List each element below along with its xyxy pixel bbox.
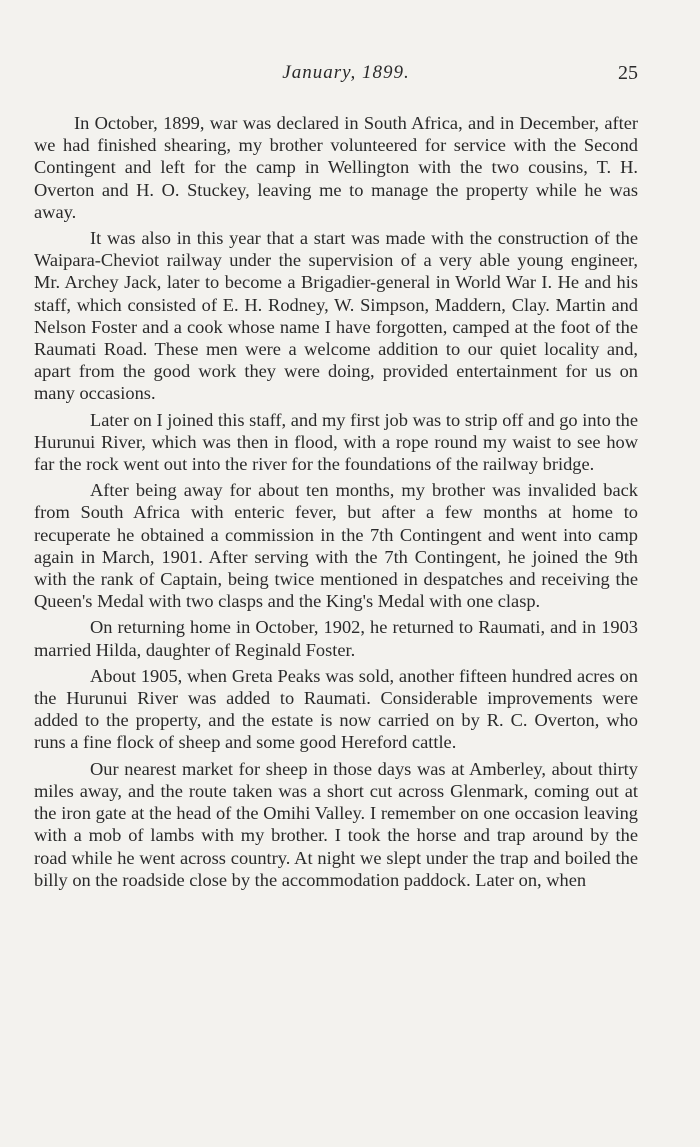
paragraph: On returning home in October, 1902, he returned to Raumati, and in 1903 married Hilda, daughter of Reginald Foster.: [34, 617, 638, 660]
paragraph: Later on I joined this staff, and my first job was to strip off and go into the Hurunui River, which was then in flood, with a rope round my waist to see how far the rock went out into the river for the foundations of the railway bridge.: [34, 409, 638, 475]
paragraph: It was also in this year that a start was made with the construction of the Waipara-Cheviot railway under the supervision of a very able young engineer, Mr. Archey Jack, later to become a Brigadier-general in World War I. He and his staff, which consisted of E. H. Rodney, W. Simpson, Maddern, Clay. Martin and Nelson Foster and a cook whose name I have forgotten, camped at the foot of the Raumati Road. These men were a welcome addition to our quiet locality and, apart from the good work they were doing, provided entertainment for us on many occasions.: [34, 228, 638, 404]
page-number: 25: [618, 62, 638, 84]
paragraph: After being away for about ten months, my brother was invalided back from South Africa with enteric fever, but after a few months at home to recuperate he obtained a commission in the 7th Contingent and went into camp again in March, 1901. After serving with the 7th Contingent, he joined the 9th with the rank of Captain, being twice mentioned in despatches and receiving the Queen's Medal with two clasps and the King's Medal with one clasp.: [34, 480, 638, 612]
paragraph: In October, 1899, war was declared in South Africa, and in December, after we had finished shearing, my brother volunteered for service with the Second Contingent and left for the camp in Wellington with the two cousins, T. H. Overton and H. O. Stuckey, leaving me to manage the property while he was away.: [34, 113, 638, 222]
book-page: [34, 62, 638, 895]
body-text: [34, 112, 638, 891]
paragraph: About 1905, when Greta Peaks was sold, another fifteen hundred acres on the Hurunui River was added to Raumati. Considerable improvements were added to the property, and the estate is now carried on by R. C. Overton, who runs a fine flock of sheep and some good Hereford cattle.: [34, 665, 638, 753]
paragraph: Our nearest market for sheep in those days was at Amberley, about thirty miles away, and the route taken was a short cut across Glenmark, coming out at the iron gate at the head of the Omihi Valley. I remember on one occasion leaving with a mob of lambs with my brother. I took the horse and trap around by the road while he went across country. At night we slept under the trap and boiled the billy on the roadside close by the accommodation paddock. Later on, when: [34, 758, 638, 890]
running-head: [34, 62, 638, 94]
running-title: January, 1899.: [282, 62, 410, 83]
